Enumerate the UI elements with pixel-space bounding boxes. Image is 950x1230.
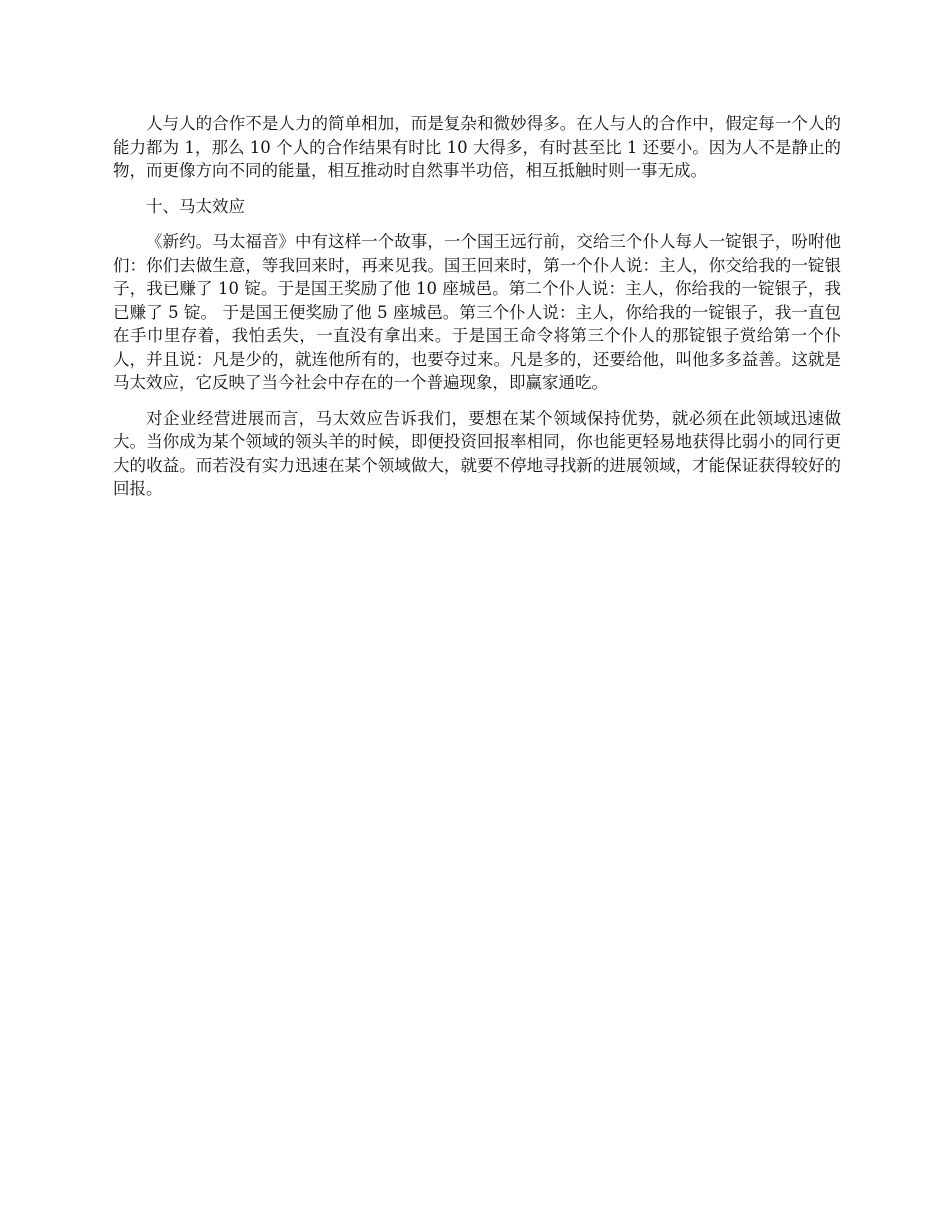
- document-body: [113, 112, 841, 513]
- paragraph-matthew-story: 《新约。马太福音》中有这样一个故事，一个国王远行前，交给三个仆人每人一锭银子，吩咐他们：你们去做生意，等我回来时，再来见我。国王回来时，第一个仆人说：主人，你交给我的一锭银子，我已赚了 10 锭。于是国王奖励了他 10 座城邑。第二个仆人说：主人，你给我的一锭银子，我已赚了 5 锭。 于是国王便奖励了他 5 座城邑。第三个仆人说：主人，你给我的一锭银子，我一直包在手巾里存着，我怕丢失，一直没有拿出来。于是国王命令将第三个仆人的那锭银子赏给第一个仆人，并且说：凡是少的，就连他所有的，也要夺过来。凡是多的，还要给他，叫他多多益善。这就是马太效应，它反映了当今社会中存在的一个普遍现象，即赢家通吃。: [113, 232, 841, 392]
- paragraph-business-implication: 对企业经营进展而言，马太效应告诉我们，要想在某个领域保持优势，就必须在此领域迅速做大。当你成为某个领域的领头羊的时候，即便投资回报率相同，你也能更轻易地获得比弱小的同行更大的收益。而若没有实力迅速在某个领域做大，就要不停地寻找新的进展领域，才能保证获得较好的回报。: [113, 408, 841, 498]
- paragraph-cooperation: 人与人的合作不是人力的简单相加，而是复杂和微妙得多。在人与人的合作中，假定每一个人的能力都为 1，那么 10 个人的合作结果有时比 10 大得多，有时甚至比 1 还要小。因为人不是静止的物，而更像方向不同的能量，相互推动时自然事半功倍，相互抵触时则一事无成。: [113, 114, 841, 180]
- section-heading-matthew-effect: 十、马太效应: [146, 196, 245, 216]
